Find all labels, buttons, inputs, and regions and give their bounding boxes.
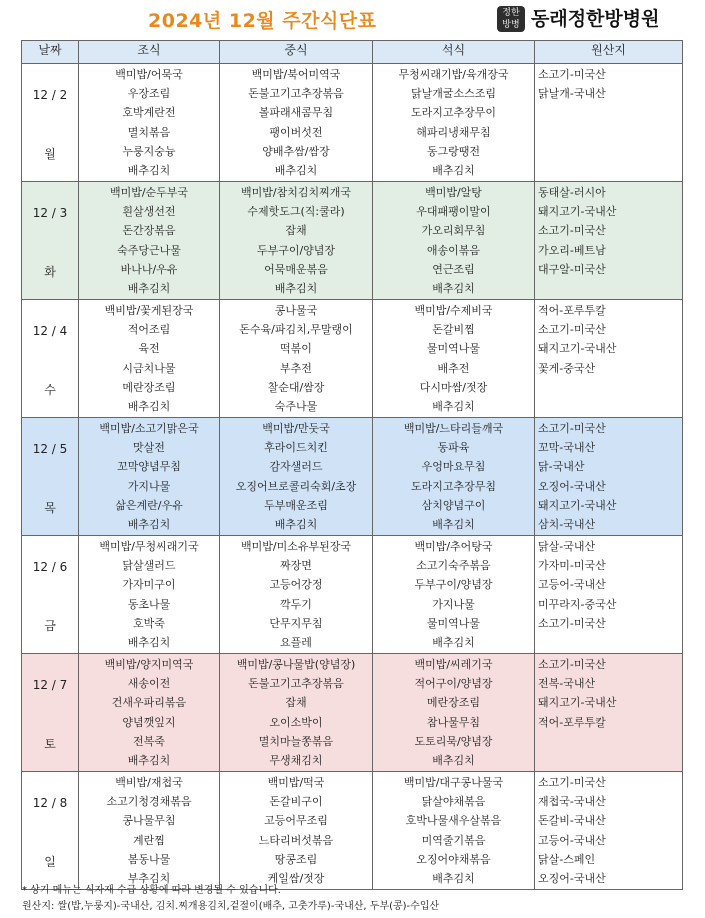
menu-item: 미역줄기볶음	[421, 833, 486, 847]
breakfast-cell	[79, 300, 220, 418]
menu-item: 양념깻잎지	[122, 715, 176, 729]
menu-item: 동파육	[437, 441, 470, 455]
menu-item: 돈간장볶음	[122, 224, 176, 238]
menu-item: 백미밥/대구콩나물국	[403, 776, 504, 789]
menu-item: 소고기숙주볶음	[416, 559, 491, 573]
weekday-text: 수	[44, 383, 56, 397]
menu-item: 다시마쌈/젓장	[419, 380, 488, 394]
menu-item: 땅콩조림	[274, 852, 318, 866]
menu-item: 꼬막양념무침	[117, 460, 181, 474]
origin-item: 고등어-국내산	[538, 578, 606, 592]
origin-item: 돼지고기-국내산	[538, 498, 617, 512]
lunch-cell	[220, 182, 373, 300]
menu-item: 고등어강정	[269, 578, 323, 592]
column-header-breakfast: 조식	[79, 41, 220, 64]
menu-item: 멸치마늘쫑볶음	[258, 734, 334, 748]
menu-item: 짜장면	[280, 559, 312, 573]
menu-item: 두부구이/양념장	[414, 578, 493, 592]
dinner-cell	[373, 64, 535, 182]
menu-item: 적어구이/양념장	[414, 677, 493, 691]
origin-item: 돼지고기-국내산	[538, 696, 617, 710]
menu-item: 새송이전	[127, 677, 171, 691]
menu-item: 배추김치	[432, 400, 475, 414]
menu-item: 백미밥/북어미역국	[251, 68, 341, 81]
menu-item: 백미밥/소고기맑은국	[99, 422, 199, 435]
origin-item: 고등어-국내산	[538, 833, 606, 847]
header	[0, 0, 705, 40]
menu-item: 배추김치	[274, 164, 318, 178]
menu-item: 콩나물무침	[122, 814, 176, 828]
origin-cell	[535, 772, 683, 890]
menu-item: 오징어야채볶음	[416, 852, 491, 866]
menu-item: 육전	[138, 342, 160, 356]
menu-item: 메란장조림	[426, 696, 481, 710]
origin-item: 꼬막-국내산	[538, 441, 596, 455]
menu-item: 양배추쌈/쌈장	[262, 144, 330, 158]
origin-item: 소고기-미국산	[538, 422, 606, 435]
menu-item: 가자미구이	[122, 578, 176, 592]
column-header-date: 날짜	[22, 41, 79, 64]
footer-notes	[22, 883, 439, 915]
menu-item: 소고기청경채볶음	[106, 795, 192, 809]
menu-item: 우대패팽이말이	[416, 205, 491, 219]
menu-item: 백미밥/알탕	[425, 186, 482, 199]
origin-item: 적어-포루투칼	[538, 715, 606, 729]
date-text: 12 / 7	[32, 678, 68, 692]
breakfast-cell	[79, 182, 220, 300]
menu-item: 백미밥/수제비국	[414, 304, 493, 317]
date-cell	[22, 182, 79, 300]
table-row	[22, 654, 683, 772]
menu-item: 동초나물	[127, 597, 171, 611]
menu-item: 부추김치	[127, 872, 171, 886]
menu-item: 숙주당근나물	[117, 243, 181, 257]
menu-item: 계란찜	[133, 833, 165, 847]
dinner-cell	[373, 536, 535, 654]
menu-item: 단무지무침	[269, 616, 323, 630]
origin-item: 미꾸라지-중국산	[538, 597, 617, 611]
table-header-row	[22, 41, 683, 64]
menu-item: 감자샐러드	[269, 460, 323, 474]
origin-cell	[535, 64, 683, 182]
menu-item: 돈불고기고추장볶음	[248, 677, 344, 691]
menu-item: 수제핫도그(직:쿨라)	[247, 205, 345, 219]
menu-item: 메란장조림	[122, 380, 176, 394]
page-title: 2024년 12월 주간식단표	[148, 10, 377, 32]
menu-item: 요플레	[280, 636, 312, 650]
menu-item: 백미밥/씨레기국	[414, 658, 493, 671]
table-row	[22, 536, 683, 654]
menu-item: 참나물무침	[426, 715, 481, 729]
menu-item: 백미밥/추어탕국	[414, 540, 493, 553]
weekday-text: 토	[44, 737, 56, 751]
menu-item: 백미밥/순두부국	[109, 186, 189, 199]
menu-item: 배추김치	[127, 636, 171, 650]
menu-item: 오이소박이	[269, 715, 323, 729]
breakfast-cell	[79, 772, 220, 890]
menu-item: 백미밥/참치김치찌개국	[241, 186, 351, 199]
lunch-cell	[220, 654, 373, 772]
menu-item: 백미밥/콩나물밥(양념장)	[236, 658, 356, 671]
menu-item: 누룽지숭늉	[122, 144, 176, 158]
date-cell	[22, 654, 79, 772]
menu-item: 동그랑땡전	[426, 144, 481, 158]
menu-item: 오징어브로콜리숙회/초장	[235, 479, 357, 493]
origin-item: 재첩국-국내산	[538, 795, 606, 809]
menu-item: 호박계란전	[122, 106, 176, 120]
weekday-text: 월	[44, 147, 56, 161]
menu-item: 배추김치	[432, 754, 475, 768]
table-row	[22, 772, 683, 890]
date-cell	[22, 418, 79, 536]
menu-item: 건새우파리볶음	[111, 696, 187, 710]
menu-item: 무청씨래기밥/육개장국	[398, 68, 509, 81]
menu-item: 돈갈비구이	[269, 795, 323, 809]
dinner-cell	[373, 418, 535, 536]
menu-item: 콩나물국	[274, 304, 318, 317]
menu-item: 우엉마요무침	[421, 460, 486, 474]
origin-item: 적어-포루투칼	[538, 304, 606, 317]
origin-item: 닭날개-국내산	[538, 87, 606, 101]
lunch-cell	[220, 536, 373, 654]
breakfast-cell	[79, 418, 220, 536]
date-text: 12 / 3	[32, 206, 68, 220]
menu-item: 배추전	[437, 361, 470, 375]
weekday-text: 금	[44, 619, 56, 633]
menu-item: 배추김치	[432, 282, 475, 296]
origin-item: 삼치-국내산	[538, 518, 596, 532]
origin-item: 가오리-베트남	[538, 243, 606, 257]
weekly-menu-table	[21, 40, 683, 890]
lunch-cell	[220, 300, 373, 418]
origin-cell	[535, 536, 683, 654]
breakfast-cell	[79, 536, 220, 654]
origin-item: 닭살-국내산	[538, 540, 596, 553]
origin-item: 돼지고기-국내산	[538, 342, 617, 356]
origin-item: 소고기-미국산	[538, 658, 606, 671]
lunch-cell	[220, 418, 373, 536]
weekday-text: 일	[44, 855, 56, 869]
origin-cell	[535, 182, 683, 300]
date-cell	[22, 772, 79, 890]
dinner-cell	[373, 300, 535, 418]
menu-item: 백미밥/떡국	[267, 776, 325, 789]
menu-item: 애송이볶음	[426, 243, 481, 257]
menu-item: 맛살전	[133, 441, 165, 455]
menu-item: 백미밥/만둣국	[262, 422, 330, 435]
date-text: 12 / 8	[32, 796, 68, 810]
table-body	[22, 64, 683, 890]
hospital-name: 동래정한방병원	[531, 8, 660, 30]
menu-item: 백미밥/무청씨래기국	[99, 540, 199, 553]
menu-item: 배추김치	[127, 164, 171, 178]
menu-item: 닭살야채볶음	[421, 795, 486, 809]
date-text: 12 / 2	[32, 88, 68, 102]
menu-item: 백미밥/느타리들깨국	[403, 422, 504, 435]
date-cell	[22, 300, 79, 418]
menu-item: 어묵매운볶음	[264, 262, 328, 276]
menu-item: 두부구이/양념장	[256, 243, 336, 257]
note-origin-info: 원산지: 쌀(밥,누룽지)-국내산, 김치.찌개용김치,겉절이(배추, 고춧가루)-국내산, 두부(콩)-수입산	[22, 901, 440, 912]
menu-item: 연근조림	[432, 262, 475, 276]
menu-item: 배추김치	[432, 636, 475, 650]
menu-item: 잡채	[285, 224, 307, 238]
menu-item: 삶은계란/우유	[115, 498, 183, 512]
menu-item: 돈갈비찜	[432, 323, 475, 337]
table-row	[22, 300, 683, 418]
menu-item: 닭날개굴소스조림	[410, 87, 496, 101]
origin-item: 꽃게-중국산	[538, 361, 596, 375]
origin-item: 전복-국내산	[538, 677, 596, 691]
menu-item: 백비밥/꽃게된장국	[104, 304, 194, 317]
menu-item: 가지나물	[127, 479, 171, 493]
table-row	[22, 418, 683, 536]
menu-item: 도라지고추장무이	[410, 106, 496, 120]
menu-item: 떡볶이	[280, 342, 312, 356]
menu-item: 백미밥/어묵국	[115, 68, 183, 81]
menu-item: 흰살생선전	[122, 205, 176, 219]
menu-item: 배추김치	[127, 518, 171, 532]
menu-item: 도토리묵/양념장	[414, 734, 493, 748]
column-header-dinner: 석식	[373, 41, 535, 64]
menu-item: 물미역나물	[426, 342, 481, 356]
origin-item: 소고기-미국산	[538, 68, 606, 81]
menu-item: 느타리버섯볶음	[258, 833, 334, 847]
menu-item: 배추김치	[127, 754, 171, 768]
menu-item: 백비밥/재첩국	[115, 776, 183, 789]
weekday-text: 화	[44, 265, 56, 279]
menu-item: 백비밥/양지미역국	[104, 658, 194, 671]
column-header-lunch: 중식	[220, 41, 373, 64]
menu-item: 배추김치	[432, 164, 475, 178]
origin-item: 소고기-미국산	[538, 323, 606, 337]
origin-item: 소고기-미국산	[538, 616, 606, 630]
breakfast-cell	[79, 64, 220, 182]
origin-item: 닭-국내산	[538, 460, 585, 474]
hospital-logo-icon: 정한 방병	[497, 6, 525, 32]
menu-item: 배추김치	[432, 872, 475, 886]
weekday-text: 목	[44, 501, 56, 515]
menu-item: 봄동나물	[127, 852, 171, 866]
menu-item: 멸치볶음	[127, 125, 171, 139]
origin-item: 가자미-미국산	[538, 559, 606, 573]
menu-item: 배추김치	[432, 518, 475, 532]
origin-item: 오징어-국내산	[538, 479, 606, 493]
menu-item: 팽이버섯전	[269, 125, 323, 139]
menu-item: 닭살샐러드	[122, 559, 176, 573]
menu-item: 삼치양념구이	[421, 498, 486, 512]
menu-item: 호박나물새우살볶음	[405, 814, 502, 828]
note-change-notice: * 상기 메뉴는 식자재 수급 상황에 따라 변경될 수 있습니다.	[22, 885, 281, 896]
origin-cell	[535, 300, 683, 418]
menu-item: 물미역나물	[426, 616, 481, 630]
origin-item: 소고기-미국산	[538, 224, 606, 238]
menu-item: 우장조림	[127, 87, 171, 101]
table-row	[22, 64, 683, 182]
menu-item: 깍두기	[280, 597, 312, 611]
date-text: 12 / 4	[32, 324, 68, 338]
origin-item: 대구알-미국산	[538, 262, 606, 276]
menu-item: 돈수육/파김치,무말랭이	[239, 323, 353, 337]
table-row	[22, 182, 683, 300]
lunch-cell	[220, 772, 373, 890]
menu-item: 후라이드치킨	[264, 441, 328, 455]
origin-item: 오징어-국내산	[538, 872, 606, 886]
breakfast-cell	[79, 654, 220, 772]
menu-item: 바나나/우유	[120, 262, 178, 276]
menu-item: 가오리회무침	[421, 224, 486, 238]
menu-item: 돈불고기고추장볶음	[248, 87, 344, 101]
origin-cell	[535, 654, 683, 772]
origin-item: 돼지고기-국내산	[538, 205, 617, 219]
date-text: 12 / 6	[32, 560, 68, 574]
menu-item: 시금치나물	[122, 361, 176, 375]
date-text: 12 / 5	[32, 442, 68, 456]
origin-item: 닭살-스페인	[538, 852, 596, 866]
dinner-cell	[373, 654, 535, 772]
menu-item: 배추김치	[274, 282, 318, 296]
menu-item: 백미밥/미소유부된장국	[241, 540, 351, 553]
menu-item: 가지나물	[432, 597, 475, 611]
column-header-origin: 원산지	[535, 41, 683, 64]
menu-item: 무생채김치	[269, 754, 323, 768]
menu-item: 호박죽	[133, 616, 165, 630]
menu-item: 부추전	[280, 361, 312, 375]
menu-item: 도라지고추장무침	[410, 479, 496, 493]
menu-item: 고등어무조림	[264, 814, 328, 828]
menu-item: 전복죽	[133, 734, 165, 748]
menu-item: 배추김치	[127, 282, 171, 296]
menu-item: 볼파래새콤무침	[258, 106, 334, 120]
menu-item: 적어조림	[127, 323, 171, 337]
date-cell	[22, 536, 79, 654]
origin-item: 돈갈비-국내산	[538, 814, 606, 828]
date-cell	[22, 64, 79, 182]
menu-item: 두부매운조림	[264, 498, 328, 512]
menu-item: 배추김치	[274, 518, 318, 532]
lunch-cell	[220, 64, 373, 182]
dinner-cell	[373, 182, 535, 300]
menu-item: 숙주나물	[274, 400, 318, 414]
menu-item: 잡채	[285, 696, 307, 710]
dinner-cell	[373, 772, 535, 890]
menu-item: 찰순대/쌈장	[267, 380, 325, 394]
menu-item: 배추김치	[127, 400, 171, 414]
origin-item: 동태살-러시아	[538, 186, 606, 199]
origin-item: 소고기-미국산	[538, 776, 606, 789]
menu-item: 케일쌈/젓장	[267, 872, 325, 886]
origin-cell	[535, 418, 683, 536]
menu-item: 해파리냉채무침	[416, 125, 491, 139]
